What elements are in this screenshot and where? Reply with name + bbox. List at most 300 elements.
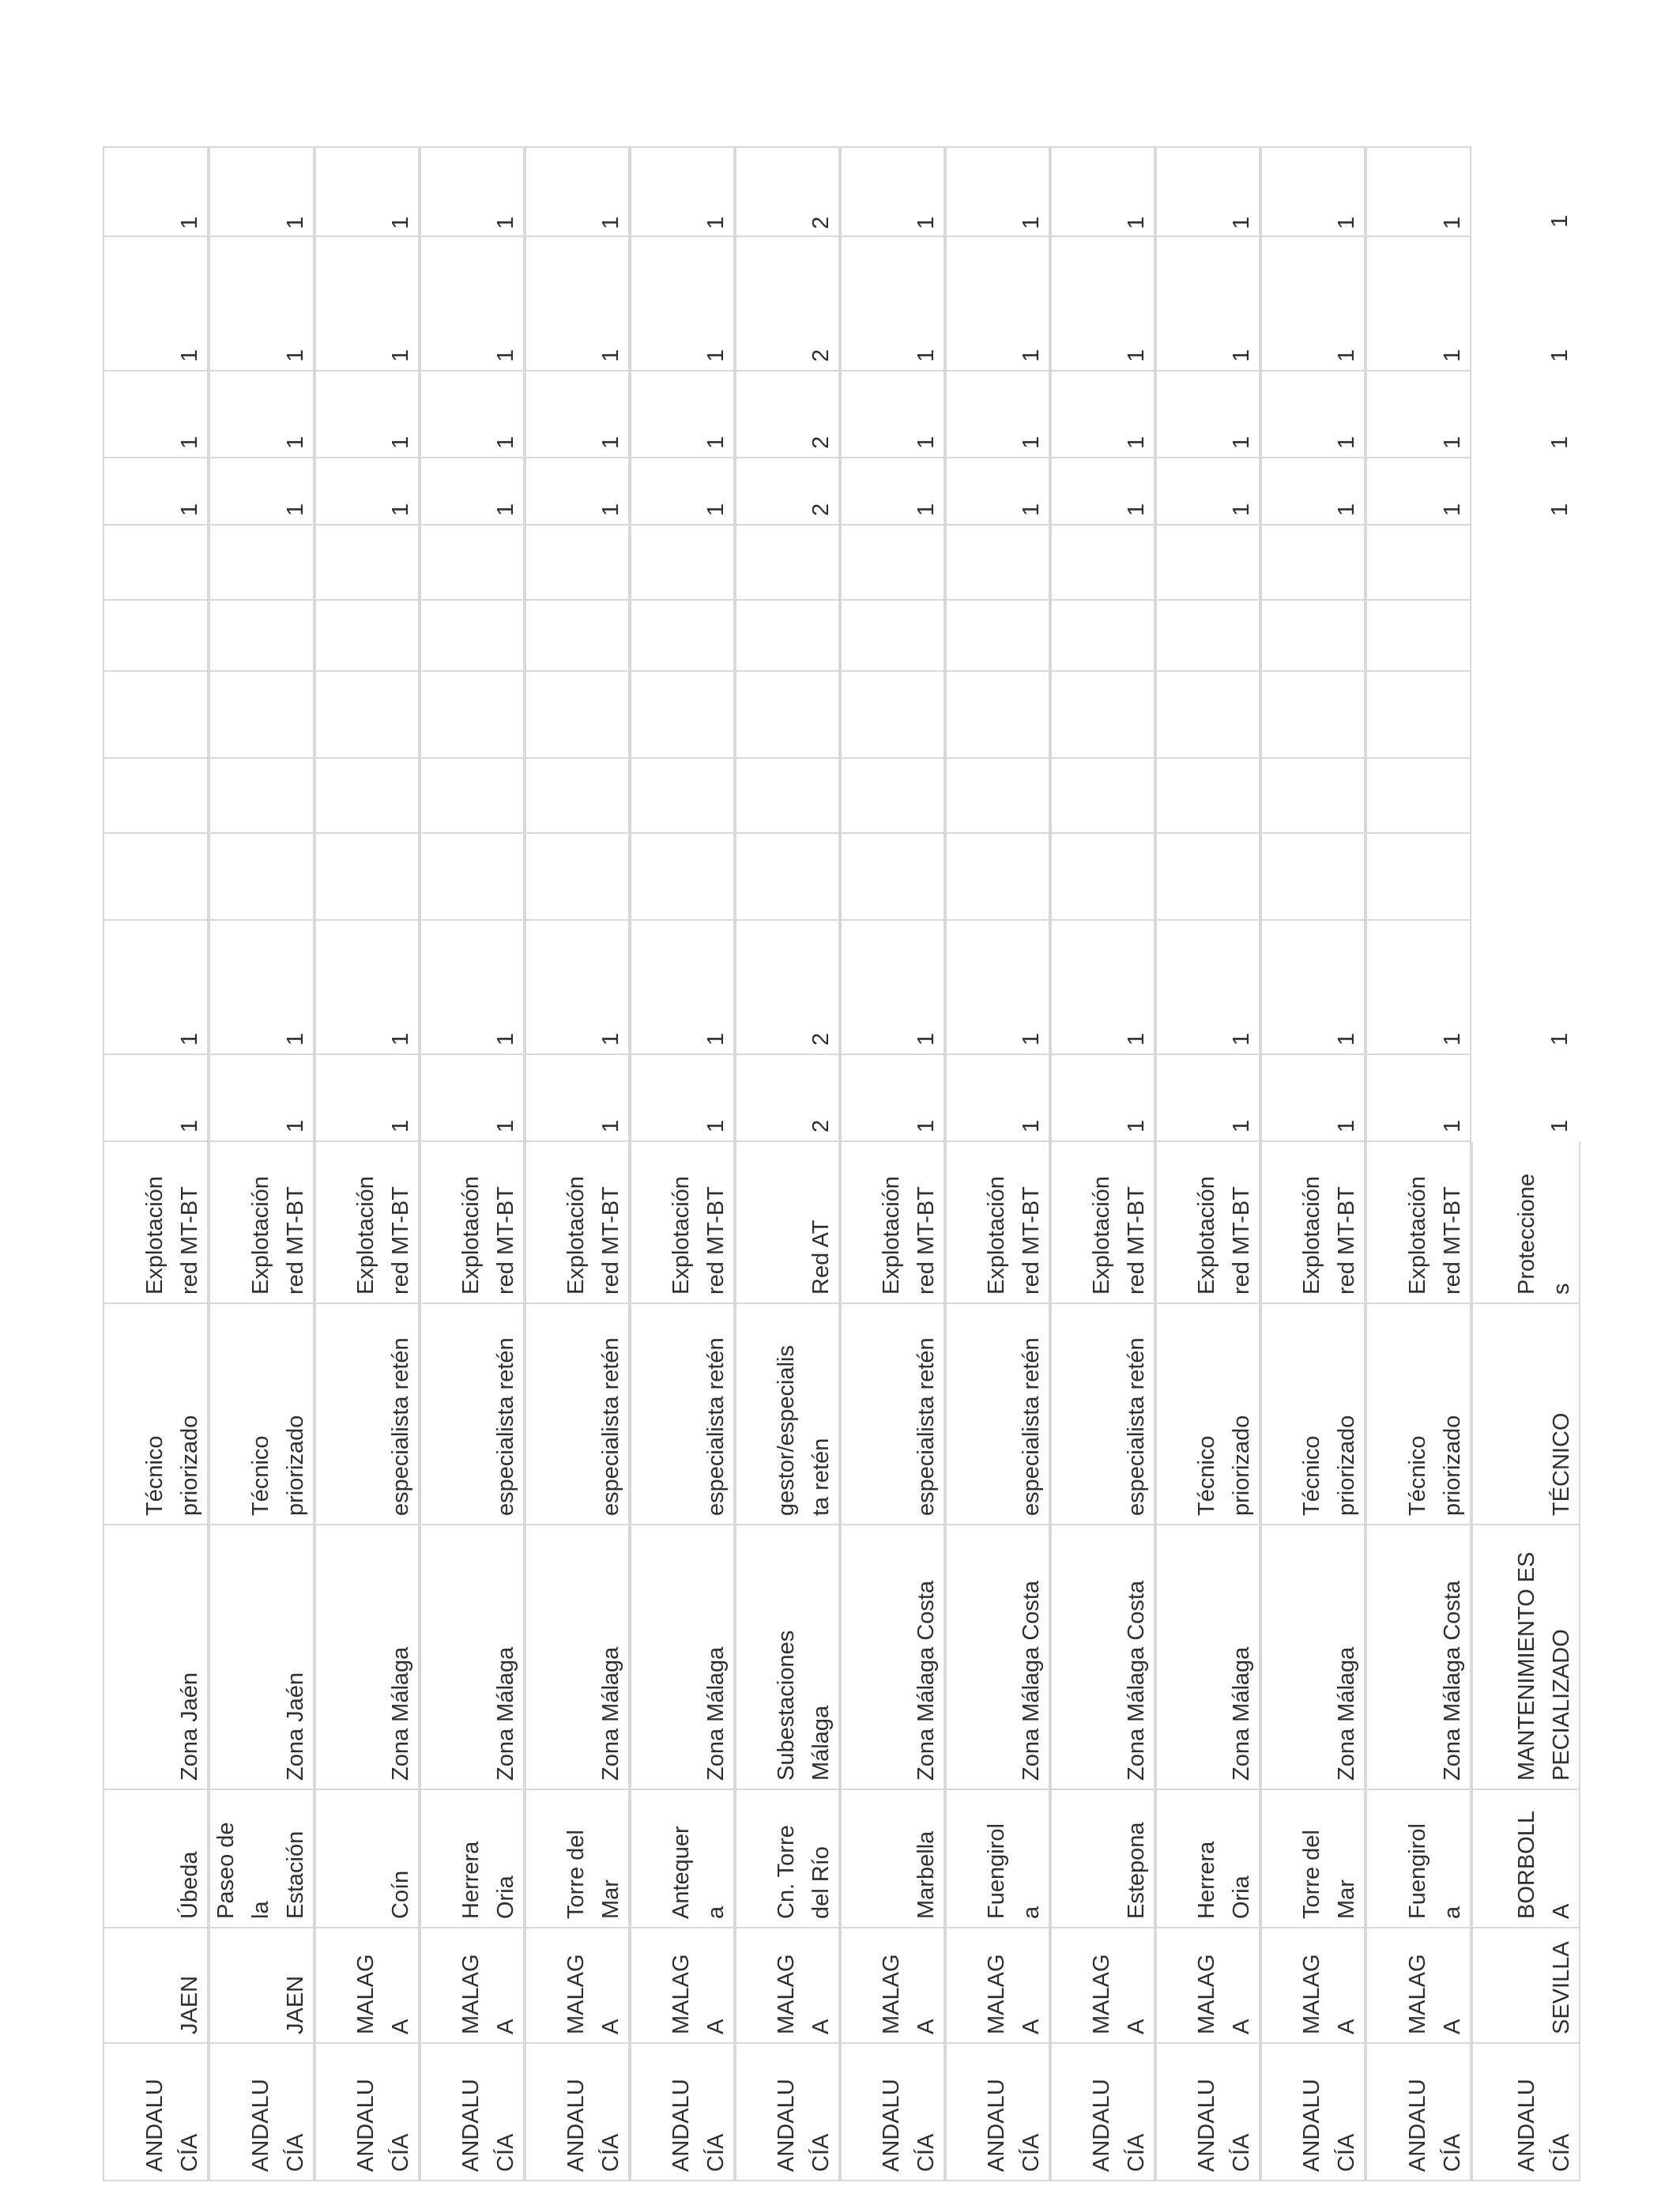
cell-val6 bbox=[103, 146, 209, 237]
cell-val6 bbox=[525, 146, 630, 237]
val6-text: 1 bbox=[913, 216, 939, 229]
location-text: Torre del Mar bbox=[1299, 1830, 1359, 1919]
val4-text: 1 bbox=[703, 435, 729, 449]
cell-zone bbox=[840, 1525, 945, 1790]
cell-val3 bbox=[1260, 458, 1365, 526]
region-text: ANDALU CÍA bbox=[1299, 2079, 1359, 2172]
zone-text: Zona Málaga Costa bbox=[1124, 1580, 1149, 1781]
location-text: BORBOLL A bbox=[1514, 1811, 1574, 1919]
cell-profile bbox=[1365, 1304, 1471, 1525]
cell-val3 bbox=[1155, 458, 1260, 526]
cell-val6 bbox=[630, 146, 735, 237]
cell-province bbox=[315, 1928, 420, 2044]
val6-text: 1 bbox=[177, 216, 202, 229]
cell-province bbox=[945, 1928, 1050, 2044]
val5-text: 1 bbox=[1019, 349, 1044, 362]
cell-profile bbox=[1050, 1304, 1155, 1525]
cell-zone bbox=[1471, 1525, 1580, 1790]
cell-val3 bbox=[840, 458, 945, 526]
region-text: ANDALU CÍA bbox=[1089, 2079, 1149, 2172]
cell-e4 bbox=[840, 601, 945, 672]
cell-e3 bbox=[103, 672, 209, 759]
region-text: ANDALU CÍA bbox=[248, 2079, 308, 2172]
val5-text: 1 bbox=[1334, 349, 1359, 362]
cell-province bbox=[1471, 1928, 1580, 2044]
profile-text: Técnico priorizado bbox=[1299, 1415, 1359, 1516]
val1-text: 1 bbox=[1547, 1119, 1573, 1133]
val3-text: 1 bbox=[703, 503, 729, 516]
val6-text: 1 bbox=[1124, 216, 1149, 229]
cell-province bbox=[1050, 1928, 1155, 2044]
val3-text: 1 bbox=[1019, 503, 1044, 516]
cell-e1 bbox=[630, 834, 735, 921]
val2-text: 1 bbox=[1124, 1032, 1149, 1046]
val1-text: 1 bbox=[493, 1119, 518, 1133]
cell-area bbox=[525, 1142, 630, 1304]
cell-val2 bbox=[1365, 921, 1471, 1055]
zone-text: MANTENIMIENTO ES PECIALIZADO bbox=[1514, 1551, 1574, 1781]
cell-val2 bbox=[735, 921, 840, 1055]
val4-text: 1 bbox=[1229, 435, 1254, 449]
region-text: ANDALU CÍA bbox=[879, 2079, 939, 2172]
area-text: Explotación red MT-BT bbox=[142, 1176, 202, 1295]
zone-text: Zona Málaga Costa bbox=[1440, 1580, 1465, 1781]
cell-e4 bbox=[209, 601, 315, 672]
val1-text: 1 bbox=[1229, 1119, 1254, 1133]
location-text: Herrera Oria bbox=[458, 1841, 518, 1919]
cell-val6 bbox=[735, 146, 840, 237]
cell-e1 bbox=[1260, 834, 1365, 921]
province-text: MALAG A bbox=[1089, 1954, 1149, 2034]
cell-location bbox=[420, 1790, 525, 1928]
region-text: ANDALU CÍA bbox=[458, 2079, 518, 2172]
cell-location bbox=[315, 1790, 420, 1928]
cell-location bbox=[1471, 1790, 1580, 1928]
cell-val4 bbox=[735, 371, 840, 458]
cell-val3 bbox=[630, 458, 735, 526]
province-text: MALAG A bbox=[458, 1954, 518, 2034]
cell-val3 bbox=[1365, 458, 1471, 526]
cell-province bbox=[1260, 1928, 1365, 2044]
cell-profile bbox=[420, 1304, 525, 1525]
cell-e3 bbox=[420, 672, 525, 759]
province-text: MALAG A bbox=[1299, 1954, 1359, 2034]
area-text: Explotación red MT-BT bbox=[458, 1176, 518, 1295]
region-text: ANDALU CÍA bbox=[1194, 2079, 1254, 2172]
cell-val1 bbox=[1155, 1055, 1260, 1142]
profile-text: especialista retén bbox=[913, 1337, 939, 1516]
cell-val1 bbox=[945, 1055, 1050, 1142]
cell-province bbox=[209, 1928, 315, 2044]
cell-e5 bbox=[103, 526, 209, 601]
cell-province bbox=[840, 1928, 945, 2044]
cell-val5 bbox=[209, 237, 315, 371]
cell-e2 bbox=[1365, 759, 1471, 834]
val2-text: 1 bbox=[1547, 1032, 1573, 1046]
val3-text: 1 bbox=[1547, 503, 1573, 516]
zone-text: Zona Málaga bbox=[388, 1646, 413, 1781]
val3-text: 1 bbox=[1334, 503, 1359, 516]
cell-e2 bbox=[1155, 759, 1260, 834]
cell-val5 bbox=[315, 237, 420, 371]
cell-val6 bbox=[1050, 146, 1155, 237]
cell-profile bbox=[1155, 1304, 1260, 1525]
val2-text: 1 bbox=[703, 1032, 729, 1046]
zone-text: Zona Jaén bbox=[283, 1672, 308, 1781]
val1-text: 1 bbox=[388, 1119, 413, 1133]
cell-e2 bbox=[315, 759, 420, 834]
cell-e1 bbox=[315, 834, 420, 921]
cell-val4 bbox=[103, 371, 209, 458]
profile-text: especialista retén bbox=[1019, 1337, 1044, 1516]
province-text: MALAG A bbox=[563, 1954, 623, 2034]
cell-e1 bbox=[525, 834, 630, 921]
val6-text: 1 bbox=[703, 216, 729, 229]
cell-e1 bbox=[735, 834, 840, 921]
cell-e4 bbox=[945, 601, 1050, 672]
cell-province bbox=[630, 1928, 735, 2044]
val3-text: 1 bbox=[388, 503, 413, 516]
val1-text: 1 bbox=[1019, 1119, 1044, 1133]
cell-region bbox=[1471, 2044, 1580, 2181]
cell-val1 bbox=[209, 1055, 315, 1142]
val2-text: 1 bbox=[1019, 1032, 1044, 1046]
cell-e2 bbox=[1260, 759, 1365, 834]
cell-profile bbox=[630, 1304, 735, 1525]
cell-val5 bbox=[1050, 237, 1155, 371]
cell-zone bbox=[735, 1525, 840, 1790]
cell-e3 bbox=[315, 672, 420, 759]
cell-region bbox=[1365, 2044, 1471, 2181]
location-text: Úbeda bbox=[177, 1851, 202, 1919]
cell-val1 bbox=[840, 1055, 945, 1142]
cell-val2 bbox=[1260, 921, 1365, 1055]
region-text: ANDALU CÍA bbox=[669, 2079, 729, 2172]
cell-zone bbox=[1260, 1525, 1365, 1790]
region-text: ANDALU CÍA bbox=[563, 2079, 623, 2172]
cell-e3 bbox=[1471, 672, 1580, 759]
val1-text: 1 bbox=[1124, 1119, 1149, 1133]
profile-text: TÉCNICO bbox=[1549, 1412, 1574, 1516]
val1-text: 1 bbox=[598, 1119, 623, 1133]
cell-region bbox=[945, 2044, 1050, 2181]
cell-val1 bbox=[103, 1055, 209, 1142]
cell-zone bbox=[1155, 1525, 1260, 1790]
cell-e4 bbox=[1155, 601, 1260, 672]
cell-val4 bbox=[1050, 371, 1155, 458]
cell-e3 bbox=[630, 672, 735, 759]
val3-text: 1 bbox=[1124, 503, 1149, 516]
cell-val4 bbox=[1155, 371, 1260, 458]
cell-province bbox=[420, 1928, 525, 2044]
val4-text: 1 bbox=[1440, 435, 1465, 449]
zone-text: Zona Málaga bbox=[1334, 1646, 1359, 1781]
val1-text: 1 bbox=[177, 1119, 202, 1133]
cell-val1 bbox=[735, 1055, 840, 1142]
cell-val5 bbox=[1260, 237, 1365, 371]
cell-profile bbox=[735, 1304, 840, 1525]
area-text: Explotación red MT-BT bbox=[1089, 1176, 1149, 1295]
cell-area bbox=[840, 1142, 945, 1304]
cell-e2 bbox=[840, 759, 945, 834]
cell-location bbox=[945, 1790, 1050, 1928]
profile-text: Técnico priorizado bbox=[1405, 1415, 1465, 1516]
val2-text: 1 bbox=[177, 1032, 202, 1046]
cell-e2 bbox=[103, 759, 209, 834]
cell-e4 bbox=[103, 601, 209, 672]
cell-e4 bbox=[420, 601, 525, 672]
cell-zone bbox=[315, 1525, 420, 1790]
cell-e4 bbox=[1050, 601, 1155, 672]
cell-e4 bbox=[1365, 601, 1471, 672]
zone-text: Zona Jaén bbox=[177, 1672, 202, 1781]
province-text: SEVILLA bbox=[1549, 1941, 1574, 2034]
cell-e2 bbox=[630, 759, 735, 834]
cell-zone bbox=[209, 1525, 315, 1790]
location-text: Coín bbox=[388, 1870, 413, 1919]
cell-e4 bbox=[1471, 601, 1580, 672]
cell-area bbox=[1365, 1142, 1471, 1304]
cell-e5 bbox=[209, 526, 315, 601]
cell-val3 bbox=[315, 458, 420, 526]
val2-text: 1 bbox=[388, 1032, 413, 1046]
val2-text: 1 bbox=[598, 1032, 623, 1046]
province-text: JAEN bbox=[283, 1975, 308, 2034]
cell-e2 bbox=[209, 759, 315, 834]
val3-text: 1 bbox=[1440, 503, 1465, 516]
area-text: Explotación red MT-BT bbox=[248, 1176, 308, 1295]
cell-val2 bbox=[209, 921, 315, 1055]
cell-region bbox=[525, 2044, 630, 2181]
val4-text: 2 bbox=[808, 435, 834, 449]
val5-text: 1 bbox=[1440, 349, 1465, 362]
zone-text: Subestaciones Málaga bbox=[774, 1630, 834, 1781]
cell-e1 bbox=[1050, 834, 1155, 921]
cell-e5 bbox=[840, 526, 945, 601]
area-text: Explotación red MT-BT bbox=[879, 1176, 939, 1295]
cell-e2 bbox=[420, 759, 525, 834]
val6-text: 1 bbox=[1334, 216, 1359, 229]
cell-val2 bbox=[1155, 921, 1260, 1055]
cell-e5 bbox=[1155, 526, 1260, 601]
cell-val6 bbox=[945, 146, 1050, 237]
cell-region bbox=[1050, 2044, 1155, 2181]
cell-e1 bbox=[1155, 834, 1260, 921]
area-text: Explotación red MT-BT bbox=[1299, 1176, 1359, 1295]
val5-text: 1 bbox=[598, 349, 623, 362]
cell-val6 bbox=[840, 146, 945, 237]
cell-location bbox=[840, 1790, 945, 1928]
profile-text: especialista retén bbox=[388, 1337, 413, 1516]
val5-text: 1 bbox=[493, 349, 518, 362]
val5-text: 1 bbox=[283, 349, 308, 362]
region-text: ANDALU CÍA bbox=[353, 2079, 413, 2172]
cell-val1 bbox=[315, 1055, 420, 1142]
cell-province bbox=[103, 1928, 209, 2044]
cell-location bbox=[209, 1790, 315, 1928]
cell-e1 bbox=[209, 834, 315, 921]
cell-val5 bbox=[840, 237, 945, 371]
cell-e5 bbox=[525, 526, 630, 601]
cell-val4 bbox=[1260, 371, 1365, 458]
val6-text: 1 bbox=[1229, 216, 1254, 229]
cell-e5 bbox=[420, 526, 525, 601]
zone-text: Zona Málaga Costa bbox=[1019, 1580, 1044, 1781]
cell-e4 bbox=[525, 601, 630, 672]
cell-val4 bbox=[420, 371, 525, 458]
cell-val4 bbox=[315, 371, 420, 458]
val3-text: 1 bbox=[177, 503, 202, 516]
val2-text: 1 bbox=[1334, 1032, 1359, 1046]
cell-profile bbox=[209, 1304, 315, 1525]
region-text: ANDALU CÍA bbox=[1405, 2079, 1465, 2172]
cell-val2 bbox=[1471, 921, 1580, 1055]
cell-e5 bbox=[945, 526, 1050, 601]
val6-text: 2 bbox=[808, 216, 834, 229]
cell-e2 bbox=[525, 759, 630, 834]
cell-zone bbox=[420, 1525, 525, 1790]
cell-profile bbox=[103, 1304, 209, 1525]
cell-val3 bbox=[103, 458, 209, 526]
val2-text: 1 bbox=[283, 1032, 308, 1046]
cell-area bbox=[315, 1142, 420, 1304]
val5-text: 1 bbox=[177, 349, 202, 362]
cell-val1 bbox=[1471, 1055, 1580, 1142]
zone-text: Zona Málaga bbox=[703, 1646, 729, 1781]
cell-e1 bbox=[103, 834, 209, 921]
location-text: Estepona bbox=[1124, 1822, 1149, 1919]
cell-location bbox=[103, 1790, 209, 1928]
cell-zone bbox=[103, 1525, 209, 1790]
val1-text: 1 bbox=[703, 1119, 729, 1133]
val3-text: 2 bbox=[808, 503, 834, 516]
val4-text: 1 bbox=[283, 435, 308, 449]
profile-text: gestor/especialis ta retén bbox=[774, 1345, 834, 1516]
cell-location bbox=[1050, 1790, 1155, 1928]
cell-val6 bbox=[420, 146, 525, 237]
province-text: MALAG A bbox=[774, 1954, 834, 2034]
location-text: Herrera Oria bbox=[1194, 1841, 1254, 1919]
cell-val6 bbox=[1471, 146, 1580, 237]
val1-text: 1 bbox=[1440, 1119, 1465, 1133]
val3-text: 1 bbox=[1229, 503, 1254, 516]
val4-text: 1 bbox=[388, 435, 413, 449]
cell-val1 bbox=[1365, 1055, 1471, 1142]
cell-province bbox=[735, 1928, 840, 2044]
cell-location bbox=[735, 1790, 840, 1928]
cell-val1 bbox=[630, 1055, 735, 1142]
cell-val2 bbox=[1050, 921, 1155, 1055]
cell-val2 bbox=[630, 921, 735, 1055]
location-text: Cn. Torre del Río bbox=[774, 1825, 834, 1919]
cell-e4 bbox=[630, 601, 735, 672]
cell-zone bbox=[1050, 1525, 1155, 1790]
cell-zone bbox=[630, 1525, 735, 1790]
zone-text: Zona Málaga bbox=[598, 1646, 623, 1781]
cell-val2 bbox=[315, 921, 420, 1055]
cell-val3 bbox=[735, 458, 840, 526]
cell-e4 bbox=[1260, 601, 1365, 672]
province-text: JAEN bbox=[177, 1975, 202, 2034]
cell-e3 bbox=[840, 672, 945, 759]
cell-val3 bbox=[420, 458, 525, 526]
area-text: Red AT bbox=[808, 1220, 834, 1295]
cell-val1 bbox=[525, 1055, 630, 1142]
cell-val4 bbox=[630, 371, 735, 458]
cell-val5 bbox=[1365, 237, 1471, 371]
cell-val5 bbox=[103, 237, 209, 371]
profile-text: Técnico priorizado bbox=[1194, 1415, 1254, 1516]
cell-val6 bbox=[1155, 146, 1260, 237]
cell-val3 bbox=[945, 458, 1050, 526]
cell-profile bbox=[1260, 1304, 1365, 1525]
cell-val4 bbox=[840, 371, 945, 458]
province-text: MALAG A bbox=[669, 1954, 729, 2034]
area-text: Explotación red MT-BT bbox=[984, 1176, 1044, 1295]
cell-val6 bbox=[315, 146, 420, 237]
cell-e3 bbox=[209, 672, 315, 759]
cell-val2 bbox=[525, 921, 630, 1055]
val6-text: 1 bbox=[388, 216, 413, 229]
cell-area bbox=[630, 1142, 735, 1304]
val5-text: 1 bbox=[388, 349, 413, 362]
val4-text: 1 bbox=[493, 435, 518, 449]
cell-e4 bbox=[735, 601, 840, 672]
cell-val5 bbox=[1471, 237, 1580, 371]
val5-text: 1 bbox=[1547, 349, 1573, 362]
val1-text: 1 bbox=[913, 1119, 939, 1133]
cell-region bbox=[840, 2044, 945, 2181]
cell-val2 bbox=[420, 921, 525, 1055]
cell-e3 bbox=[525, 672, 630, 759]
cell-e2 bbox=[945, 759, 1050, 834]
cell-val4 bbox=[525, 371, 630, 458]
cell-val2 bbox=[840, 921, 945, 1055]
profile-text: especialista retén bbox=[493, 1337, 518, 1516]
region-text: ANDALU CÍA bbox=[1514, 2079, 1574, 2172]
cell-e5 bbox=[630, 526, 735, 601]
cell-province bbox=[525, 1928, 630, 2044]
zone-text: Zona Málaga bbox=[493, 1646, 518, 1781]
zone-text: Zona Málaga Costa bbox=[913, 1580, 939, 1781]
val4-text: 1 bbox=[913, 435, 939, 449]
cell-val5 bbox=[525, 237, 630, 371]
val1-text: 1 bbox=[283, 1119, 308, 1133]
val3-text: 1 bbox=[283, 503, 308, 516]
val3-text: 1 bbox=[598, 503, 623, 516]
cell-val5 bbox=[1155, 237, 1260, 371]
cell-e5 bbox=[1260, 526, 1365, 601]
cell-val5 bbox=[735, 237, 840, 371]
val4-text: 1 bbox=[598, 435, 623, 449]
cell-val4 bbox=[1471, 371, 1580, 458]
cell-area bbox=[735, 1142, 840, 1304]
cell-location bbox=[630, 1790, 735, 1928]
location-text: Torre del Mar bbox=[563, 1830, 623, 1919]
cell-val3 bbox=[209, 458, 315, 526]
cell-e5 bbox=[315, 526, 420, 601]
cell-profile bbox=[525, 1304, 630, 1525]
val5-text: 1 bbox=[913, 349, 939, 362]
val3-text: 1 bbox=[493, 503, 518, 516]
val4-text: 1 bbox=[1334, 435, 1359, 449]
val2-text: 1 bbox=[493, 1032, 518, 1046]
cell-region bbox=[103, 2044, 209, 2181]
cell-region bbox=[630, 2044, 735, 2181]
cell-region bbox=[315, 2044, 420, 2181]
province-text: MALAG A bbox=[353, 1954, 413, 2034]
province-text: MALAG A bbox=[984, 1954, 1044, 2034]
